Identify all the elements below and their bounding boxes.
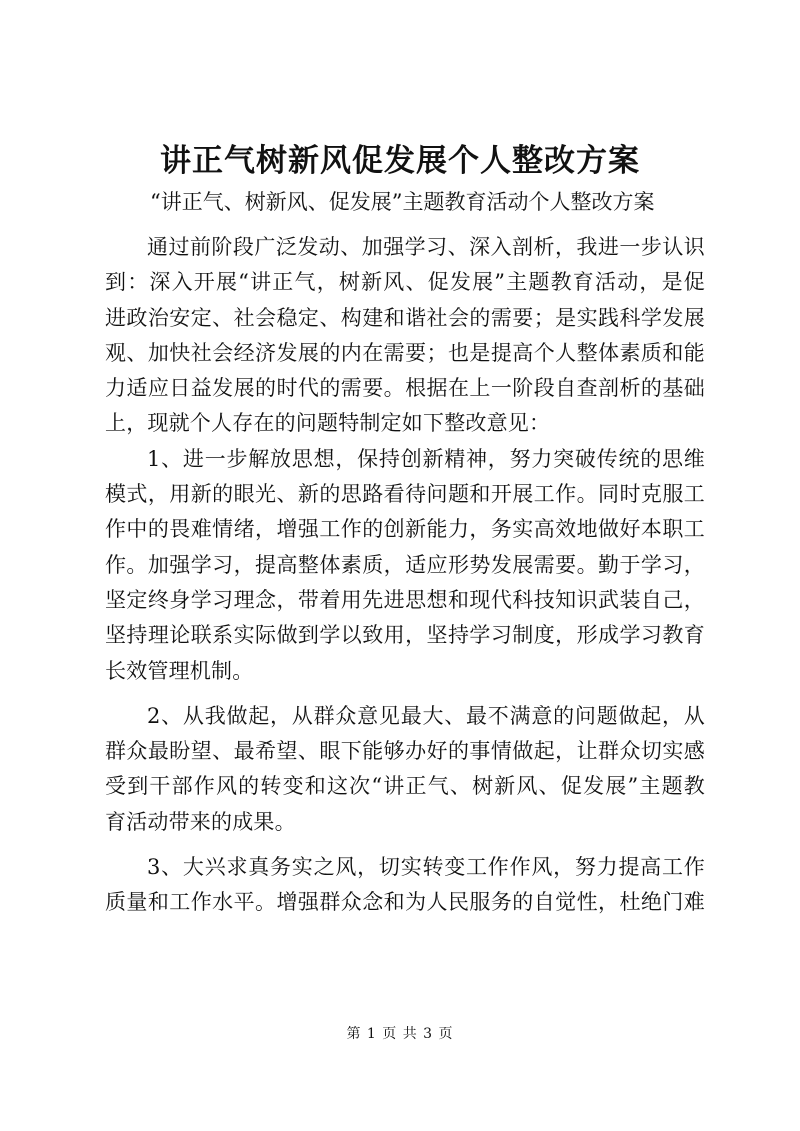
text-line: 坚持理论联系实际做到学以致用，坚持学习制度，形成学习教育 [105, 623, 705, 648]
page-footer: 第 1 页 共 3 页 [346, 1026, 454, 1042]
document-subtitle: “讲正气、树新风、促发展”主题教育活动个人整改方案 [150, 190, 655, 214]
paragraph-spacer [105, 689, 705, 699]
text-line: 2、从我做起，从群众意见最大、最不满意的问题做起，从 [147, 703, 705, 728]
document-title: 讲正气树新风促发展个人整改方案 [160, 143, 640, 179]
text-line: 3、大兴求真务实之风，切实转变工作作风，努力提高工作 [147, 855, 705, 880]
paragraph-spacer [105, 840, 705, 850]
text-line: 通过前阶段广泛发动、加强学习、深入剖析，我进一步认识 [147, 235, 705, 259]
text-line: 模式，用新的眼光、新的思路看待问题和开展工作。同时克服工 [105, 482, 705, 507]
text-line: 受到干部作风的转变和这次“讲正气、树新风、促发展”主题教 [105, 774, 705, 799]
document-body [105, 230, 705, 921]
text-line: 1、进一步解放思想，保持创新精神，努力突破传统的思维 [147, 446, 705, 471]
text-line: 作。加强学习，提高整体素质，适应形势发展需要。勤于学习， [105, 552, 705, 577]
text-line: 作中的畏难情绪，增强工作的创新能力，务实高效地做好本职工 [105, 517, 705, 542]
text-line: 群众最盼望、最希望、眼下能够办好的事情做起，让群众切实感 [105, 739, 705, 764]
text-line: 上，现就个人存在的问题特制定如下整改意见： [105, 411, 551, 436]
text-line: 坚定终身学习理念，带着用先进思想和现代科技知识武装自己， [105, 587, 705, 612]
paragraph-item-2 [105, 699, 705, 840]
text-line: 育活动带来的成果。 [105, 809, 296, 834]
text-line: 到：深入开展“讲正气，树新风、促发展”主题教育活动，是促 [105, 270, 705, 295]
text-line: 质量和工作水平。增强群众念和为人民服务的自觉性，杜绝门难 [105, 890, 705, 915]
text-line: 进政治安定、社会稳定、构建和谐社会的需要；是实践科学发展 [105, 305, 705, 330]
paragraph-item-1 [105, 442, 705, 689]
paragraph-item-3 [105, 850, 705, 921]
text-line: 观、加快社会经济发展的内在需要；也是提高个人整体素质和能 [105, 340, 705, 365]
text-line: 长效管理机制。 [105, 658, 254, 683]
paragraph-intro [105, 230, 705, 442]
text-line: 力适应日益发展的时代的需要。根据在上一阶段自查剖析的基础 [105, 376, 705, 401]
